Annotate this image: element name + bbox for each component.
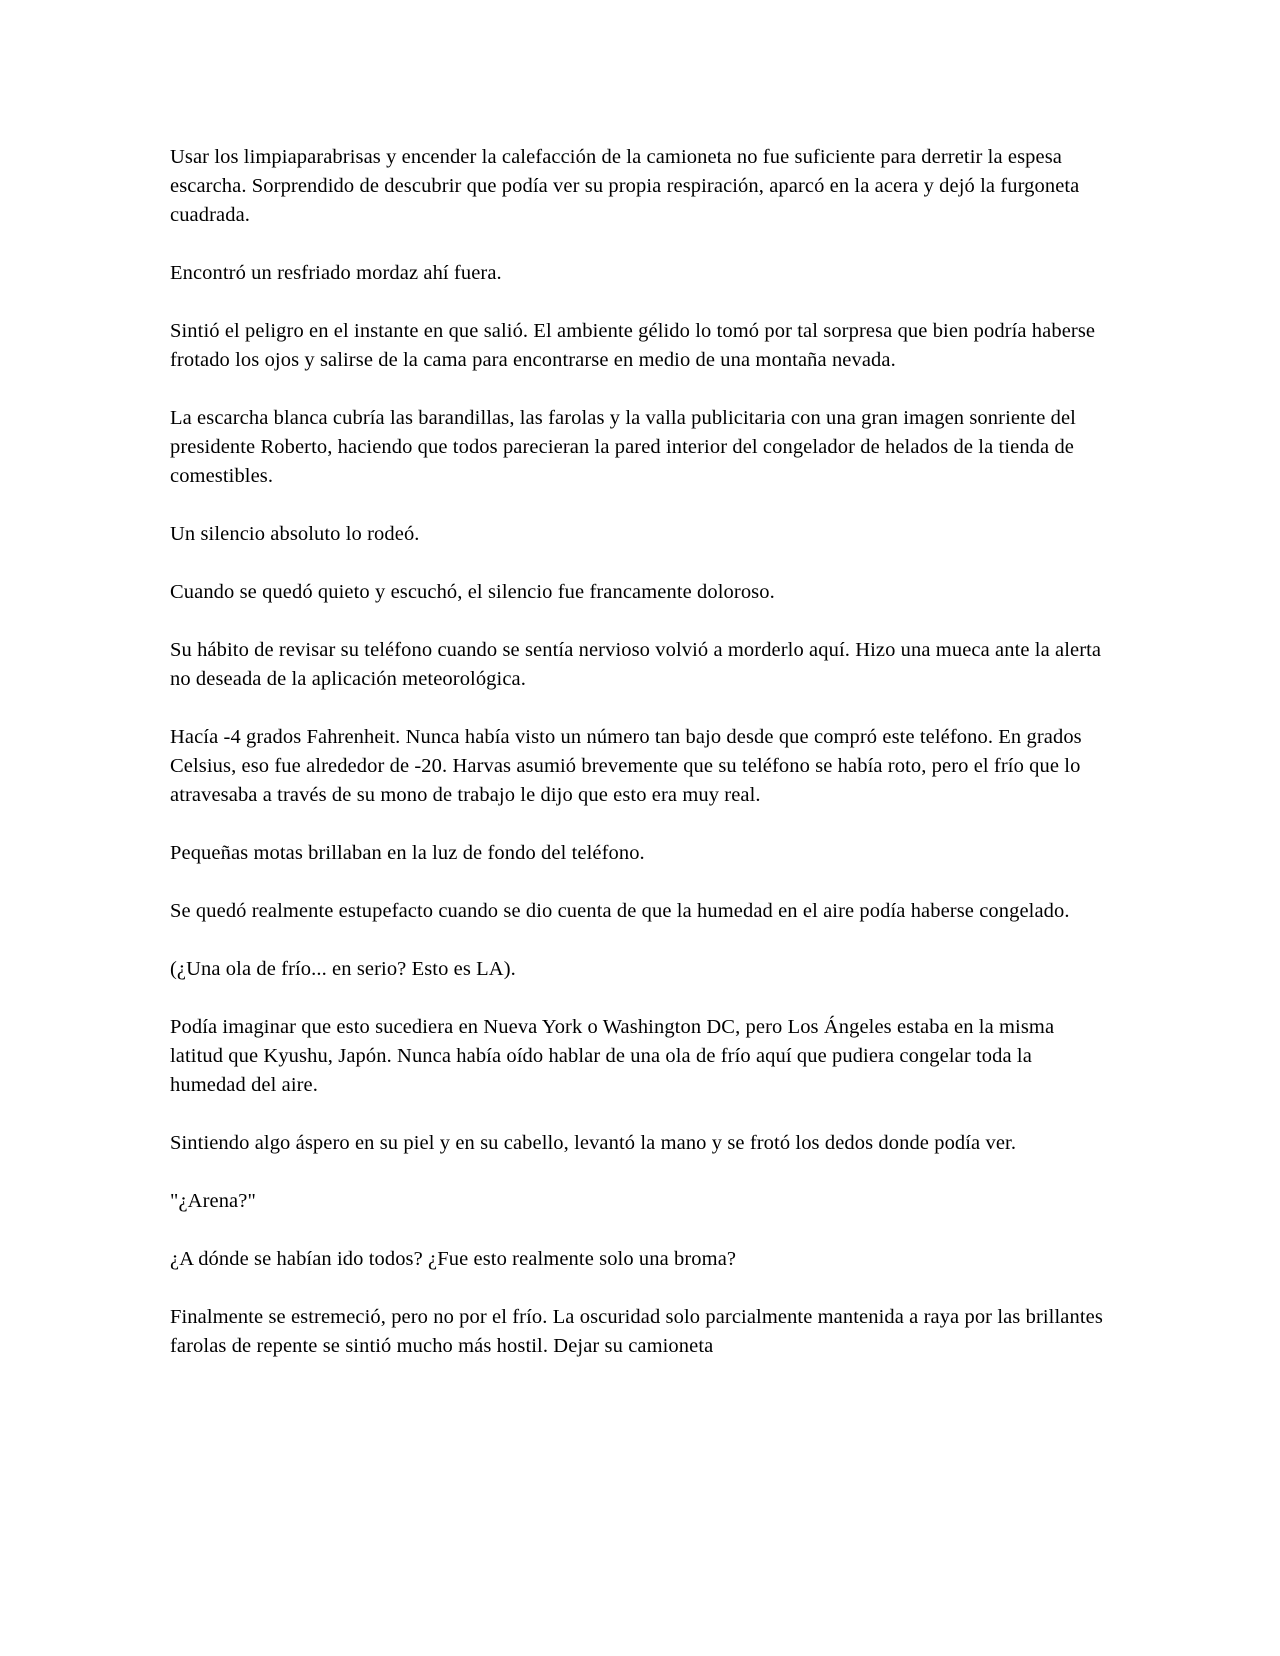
paragraph: Sintió el peligro en el instante en que salió. El ambiente gélido lo tomó por tal sorpresa que bien podría haberse frotado los ojos y salirse de la cama para encontrarse en medio de una montaña nevada. [170,320,1096,371]
paragraph: Un silencio absoluto lo rodeó. [170,523,420,545]
paragraph: Se quedó realmente estupefacto cuando se dio cuenta de que la humedad en el aire podía haberse congelado. [170,900,1070,922]
paragraph: Pequeñas motas brillaban en la luz de fondo del teléfono. [170,842,645,864]
paragraph: "¿Arena?" [170,1190,256,1212]
paragraph: Cuando se quedó quieto y escuchó, el silencio fue francamente doloroso. [170,581,775,603]
paragraph: (¿Una ola de frío... en serio? Esto es LA). [170,958,516,980]
paragraph: Encontró un resfriado mordaz ahí fuera. [170,262,502,284]
paragraph: Usar los limpiaparabrisas y encender la calefacción de la camioneta no fue suficiente para derretir la espesa escarcha. Sorprendido de descubrir que podía ver su propia respiración, aparcó en la acera y dejó la furgoneta cuadrada. [170,146,1080,226]
paragraph: Podía imaginar que esto sucediera en Nueva York o Washington DC, pero Los Ángeles estaba en la misma latitud que Kyushu, Japón. Nunca había oído hablar de una ola de frío aquí que pudiera congelar toda la humedad del aire. [170,1016,1055,1096]
paragraph: Finalmente se estremeció, pero no por el frío. La oscuridad solo parcialmente mantenida a raya por las brillantes farolas de repente se sintió mucho más hostil. Dejar su camioneta [170,1306,1103,1357]
paragraph: Hacía -4 grados Fahrenheit. Nunca había visto un número tan bajo desde que compró este teléfono. En grados Celsius, eso fue alrededor de -20. Harvas asumió brevemente que su teléfono se había roto, pero el frío que lo atravesaba a través de su mono de trabajo le dijo que esto era muy real. [170,726,1082,806]
paragraph: ¿A dónde se habían ido todos? ¿Fue esto realmente solo una broma? [170,1248,737,1270]
paragraph: Sintiendo algo áspero en su piel y en su cabello, levantó la mano y se frotó los dedos donde podía ver. [170,1132,1017,1154]
paragraph: Su hábito de revisar su teléfono cuando se sentía nervioso volvió a morderlo aquí. Hizo una mueca ante la alerta no deseada de la aplicación meteorológica. [170,639,1102,690]
paragraph: La escarcha blanca cubría las barandillas, las farolas y la valla publicitaria con una gran imagen sonriente del presidente Roberto, haciendo que todos parecieran la pared interior del congelador de helados de la tienda de comestibles. [170,407,1076,487]
